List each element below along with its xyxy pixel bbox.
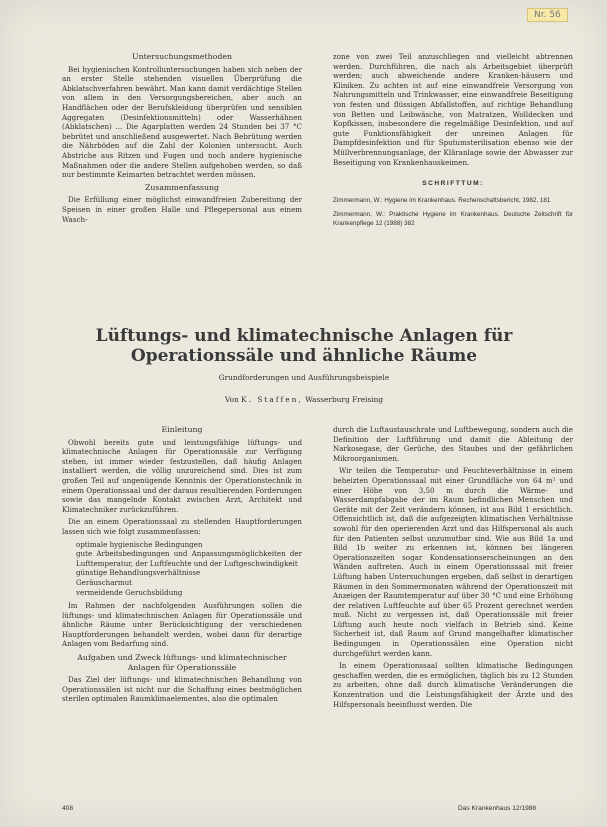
section-heading-introduction: Einleitung [161,425,203,434]
author-name: K. Staffen, [241,395,303,404]
scope-paragraph: Im Rahmen der nachfolgenden Ausführungen sollen die lüftungs- und klimatechnischen Anlagen für Operationssäle und ähnliche Räume unter Berücksichtigung der verschiedenen Hauptforderungen behandelt werden, wobei dann für derartige Anlagen vom Bedarfung sind. [62,601,302,649]
article-title: Lüftungs- und klimatechnische Anlagen für Operationssäle und ähnliche Räume [95,326,513,366]
list-item: gute Arbeitsbedingungen und Anpassungsmöglichkeiten der Lufttemperatur, der Luftfeuchte und der Luftgeschwindigkeit [76,549,302,568]
journal-footer: Das Krankenhaus 12/1988 [458,805,537,812]
temperature-paragraph: Wir teilen die Temperatur- und Feuchteverhältnisse in einem beheizten Operationssaal mit einer Grundfläche von 64 m² und einer Höhe von 3,50 m durch die Wärme- und Wasserdampfabgabe der im Raum befindlichen Menschen und Geräte mit der Zeit verändern können, ist aus Bild 1 ersichtlich. Offensichtlich ist, daß die aufgezeigten klimatischen Verhältnisse sowohl für den operierenden Arzt und das Hilfspersonal als auch für den Patienten selbst unzumutbar sind. Wie aus Bild 1a und Bild 1b weiter zu erkennen ist, können bei längeren Operationszeiten sogar Kondensationserscheinungen an den Wänden auftreten. Auch in einem Operationssaal mit freier Lüftung haben Untersuchungen ergeben, daß selbst in derartigen Räumen in den Sommermonaten während der Operationszeit mit Anzeigen der Raumtemperatur auf über 30 °C und eine Erhöhung der relativen Luftfeuchte auf über 65 Prozent gerechnet werden muß. Nicht zu vergessen ist, daß Operationssäle mit freier Lüftung auch heute noch vielfach in Betrieb sind. Keine Sicherheit ist, daß Raum auf Grund mangelhafter klimatischer Bedingungen in Operationssälen eine Operation nicht durchgeführt werden kann. [333,466,573,658]
reference-item: Zimmermann, W.: Hygiene im Krankenhaus. Rechenschaftsbericht, 1982, 181 [333,196,551,204]
requirements-intro-paragraph: Die an einem Operationssaal zu stellenden Hauptforderungen lassen sich wie folgt zusammenfassen: [62,517,302,536]
list-item: optimale hygienische Bedingungen [76,539,203,549]
archive-stamp: Nr. 56 [527,8,568,22]
methods-paragraph: Bei hygienischen Kontrolluntersuchungen haben sich neben der an erster Stelle stehenden visuellen Überprüfung die Abklatschverfahren bewährt. Man kann damit verdächtige Stellen von allem in den Versorgungsbereichen, aber auch an Handflächen oder der Berufskleidung überprüfen und sensiblen Aggregaten (Desinfektionsmitteln) oder Wasserhähnen (Abklatschen) ... Die Agarplatten werden 24 Stunden bei 37 °C bebrütet und anschließend ausgewertet. Nach Bebrütung werden die Nährböden auf die Zahl der Kolonien untersucht. Auch Abstriche aus Ritzen und Fugen und noch andere hygienische Maßnahmen oder die andere Stellen aufgehoben werden, so daß nur bestimmte Keimarten betrachtet werden müssen. [62,64,302,180]
section-heading-tasks: Aufgaben und Zweck lüftungs- und klimatechnischer Anlagen für Operationssäle [77,653,287,672]
intro-paragraph: Obwohl bereits gute und leistungsfähige lüftungs- und klimatechnische Anlagen für Operationssäle zur Verfügung stehen, ist immer wieder festzustellen, daß häufig Anlagen installiert werden, die völlig unzureichend sind. Dies ist zum großen Teil auf ungenügende Kenntnis der Operationstechnik in einem Operationssaal und der daraus resultierenden Forderungen sowie das mangelnde Kontakt zwischen Arzt, Architekt und Klimatechniker zurückzuführen. [62,437,302,514]
references-heading: SCHRIFTTUM: [422,180,484,188]
summary-paragraph: Die Erfüllung einer möglichst einwandfreien Zubereitung der Speisen in einer großen Halle und Pflegepersonal aus einem Wasch- [62,195,302,224]
top-left-column [62,52,302,227]
airflow-paragraph: durch die Luftaustauschrate und Luftbewegung, sondern auch die Definition der Luftführung und damit die Ableitung der Narkosegase, der Gerüche, des Staubes und der gefährlichen Mikroorganismen. [333,425,573,463]
conditions-paragraph: In einem Operationssaal sollten klimatische Bedingungen geschaffen werden, die es ermöglichen, täglich bis zu 12 Stunden zu arbeiten, ohne daß durch klimatische Veränderungen die Konzentration und die Leistungsfähigkeit der Ärzte und des Hilfspersonals beeinflusst werden. Die [333,661,573,709]
list-item: Geräuscharmut [76,577,133,587]
bottom-right-column [333,425,573,712]
byline [40,395,568,404]
reference-item: Zimmermann, W.: Praktische Hygiene im Krankenhaus. Deutsche Zeitschrift für Krankenpflege 12 (1988) 382 [333,211,573,227]
section-heading-summary: Zusammenfassung [144,182,220,192]
requirements-list [62,540,302,598]
list-item: günstige Behandlungsverhältnisse [76,568,201,578]
bottom-left-column [62,425,302,707]
top-right-column [333,52,573,234]
author-affiliation: Wasserburg Freising [305,395,384,404]
continuation-paragraph: zone von zwei Teil anzuschliegen und vielleicht abtrennen werden. Durchführen, die nach als Arbeitsgebiet überprüft werden; auch abweichende andere Kranken-häusern und Kliniken. Zu achten ist auf eine einwandfreie Versorgung von Nahrungsmitteln und Trinkwasser, eine einwandfreie Beseitigung von festen und flüssigen Abfallstoffen, auf richtige Behandlung von Betten und Leibwäsche, von Matratzen, Wolldecken und Kopfkissen, insbesondere die regelmäßige Desinfektion, und auf gute Funktionsfähigkeit der unreinen Anlagen für Dampfdesinfektion und für Sputumsterilisation ebenso wie der Müllverbrennungsanlage, der Kläranlage sowie der Abwasser zur Beseitigung von Krankenhauskeimen. [333,52,573,167]
list-item: vermeidende Geruchsbildung [76,587,183,597]
page-number: 408 [62,805,74,812]
article-subtitle: Grundforderungen und Ausführungsbeispiele [218,373,390,382]
tasks-paragraph: Das Ziel der lüftungs- und klimatechnischen Behandlung von Operationssälen ist nicht nur die Schaffung eines bestmöglichen sterilen optimalen Raumklimaelementes, also die optimalen [62,675,302,704]
section-heading-methods: Untersuchungsmethoden [132,52,232,61]
byline-prefix: Von [224,395,239,404]
